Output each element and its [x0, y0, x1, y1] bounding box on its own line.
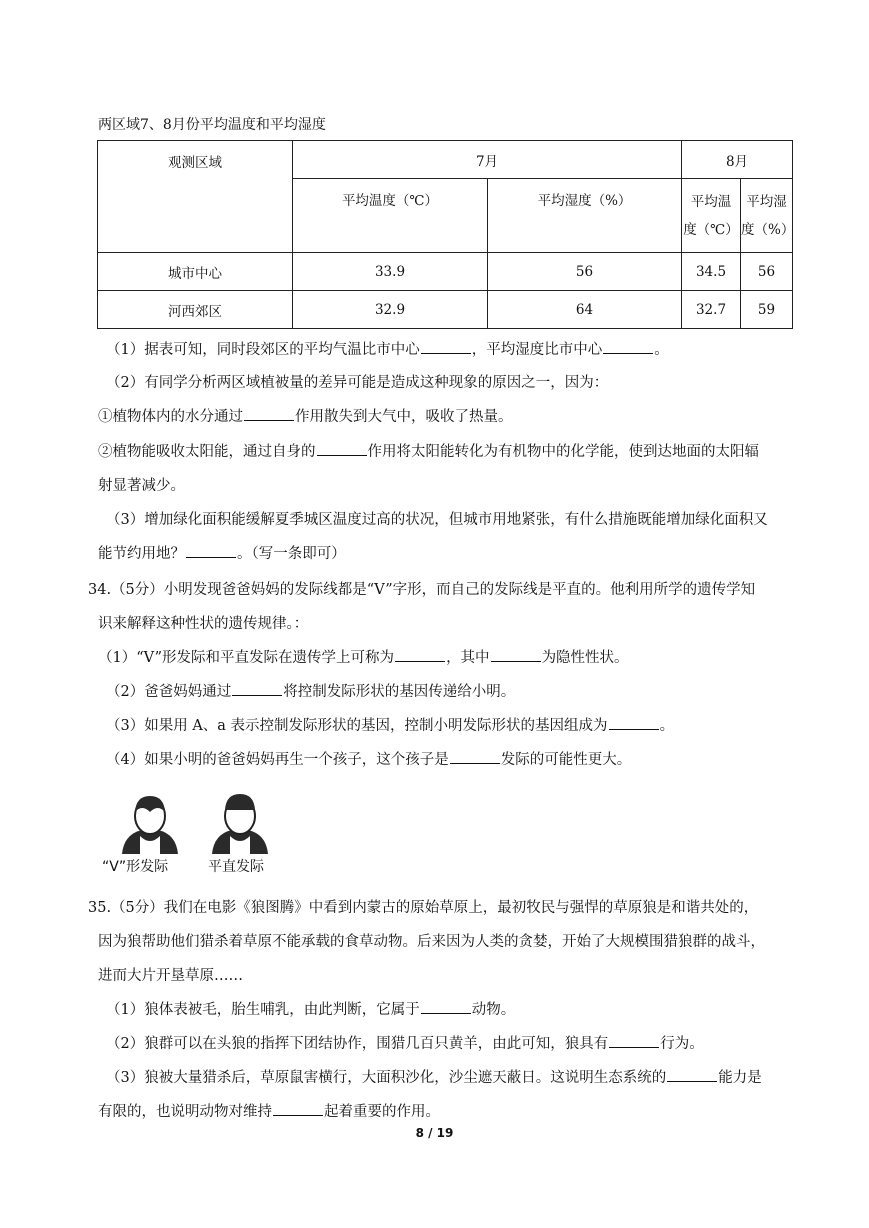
answer-blank[interactable] [421, 339, 471, 354]
q34-part2: （2）爸爸妈妈通过 将控制发际形状的基因传递给小明。 [106, 680, 515, 701]
answer-blank[interactable] [609, 1033, 659, 1048]
header-month-7: 7月 [293, 141, 682, 179]
q35-stem: 35.（5分）我们在电影《狼图腾》中看到内蒙古的原始草原上，最初牧民与强悍的草原狼是和谐共处的， [88, 900, 759, 916]
header-month-8: 8月 [682, 141, 793, 179]
cell-h8: 56 [741, 253, 793, 291]
header-8-temp: 平均温 度（℃） [682, 179, 741, 253]
figure-caption-flat: 平直发际 [208, 859, 264, 875]
cell-t8: 32.7 [682, 291, 741, 329]
cell-h8: 59 [741, 291, 793, 329]
q33-part2a: ①植物体内的水分通过 作用散失到大气中，吸收了热量。 [98, 405, 513, 426]
answer-blank[interactable] [421, 999, 471, 1014]
row-region: 城市中心 [98, 253, 293, 291]
answer-blank[interactable] [603, 339, 653, 354]
hairline-figure [100, 786, 285, 878]
answer-blank[interactable] [450, 749, 500, 764]
q35-part3-cont: 有限的，也说明动物对维持 起着重要的作用。 [98, 1100, 440, 1121]
answer-blank[interactable] [667, 1067, 717, 1082]
cell-t7: 32.9 [293, 291, 488, 329]
q35-part1: （1）狼体表被毛，胎生哺乳，由此判断，它属于 动物。 [106, 998, 515, 1019]
q35-stem-cont: 因为狼帮助他们猎杀着草原不能承载的食草动物。后来因为人类的贪婪，开始了大规模围猎狼群的战斗， [98, 934, 765, 950]
person-v-hairline-icon [100, 786, 285, 858]
header-8-humidity: 平均湿 度（%） [741, 179, 793, 253]
header-7-humidity: 平均湿度（%） [488, 179, 682, 253]
q35-stem-cont2: 进而大片开垦草原…… [98, 968, 243, 984]
q34-stem-cont: 识来解释这种性状的遗传规律。： [98, 616, 309, 632]
answer-blank[interactable] [273, 1101, 323, 1116]
q34-part1: （1）“V”形发际和平直发际在遗传学上可称为 ，其中 为隐性性状。 [98, 646, 629, 667]
cell-h7: 64 [488, 291, 682, 329]
data-table [97, 140, 793, 329]
cell-t8: 34.5 [682, 253, 741, 291]
q35-part2: （2）狼群可以在头狼的指挥下团结协作，围猎几百只黄羊，由此可知，狼具有 行为。 [106, 1032, 704, 1053]
table-caption: 两区域7、8月份平均温度和平均湿度 [98, 117, 326, 133]
q33-part2: （2）有同学分析两区域植被量的差异可能是造成这种现象的原因之一，因为： [106, 375, 609, 391]
page-number: 8 / 19 [415, 1126, 454, 1140]
answer-blank[interactable] [491, 647, 541, 662]
q33-part3-cont: 能节约用地？ 。（写一条即可） [98, 542, 346, 563]
answer-blank[interactable] [232, 681, 282, 696]
figure-caption-v: “V”形发际 [102, 859, 169, 875]
table-row [98, 253, 793, 291]
row-region: 河西郊区 [98, 291, 293, 329]
answer-blank[interactable] [395, 647, 445, 662]
answer-blank[interactable] [186, 543, 236, 558]
q33-part3: （3）增加绿化面积能缓解夏季城区温度过高的状况，但城市用地紧张，有什么措施既能增加绿化面积又 [106, 512, 768, 528]
q35-part3: （3）狼被大量猎杀后，草原鼠害横行，大面积沙化，沙尘遮天蔽日。这说明生态系统的 能力是 [106, 1066, 762, 1087]
header-region: 观测区域 [98, 141, 293, 253]
answer-blank[interactable] [609, 715, 659, 730]
q33-part2b-cont: 射显著减少。 [98, 478, 185, 494]
header-7-temp: 平均温度（℃） [293, 179, 488, 253]
table-row [98, 291, 793, 329]
answer-blank[interactable] [317, 441, 367, 456]
q34-part4: （4）如果小明的爸爸妈妈再生一个孩子，这个孩子是 发际的可能性更大。 [106, 748, 631, 769]
q33-part2b: ②植物能吸收太阳能，通过自身的 作用将太阳能转化为有机物中的化学能，使到达地面的太阳辐 [98, 440, 759, 461]
answer-blank[interactable] [244, 406, 294, 421]
q34-stem: 34.（5分）小明发现爸爸妈妈的发际线都是“V”字形，而自己的发际线是平直的。他利用所学的遗传学知 [88, 582, 756, 598]
cell-t7: 33.9 [293, 253, 488, 291]
q33-part1: （1）据表可知，同时段郊区的平均气温比市中心 ，平均湿度比市中心 。 [106, 338, 669, 359]
cell-h7: 56 [488, 253, 682, 291]
q34-part3: （3）如果用 A、a 表示控制发际形状的基因，控制小明发际形状的基因组成为 。 [106, 714, 674, 735]
